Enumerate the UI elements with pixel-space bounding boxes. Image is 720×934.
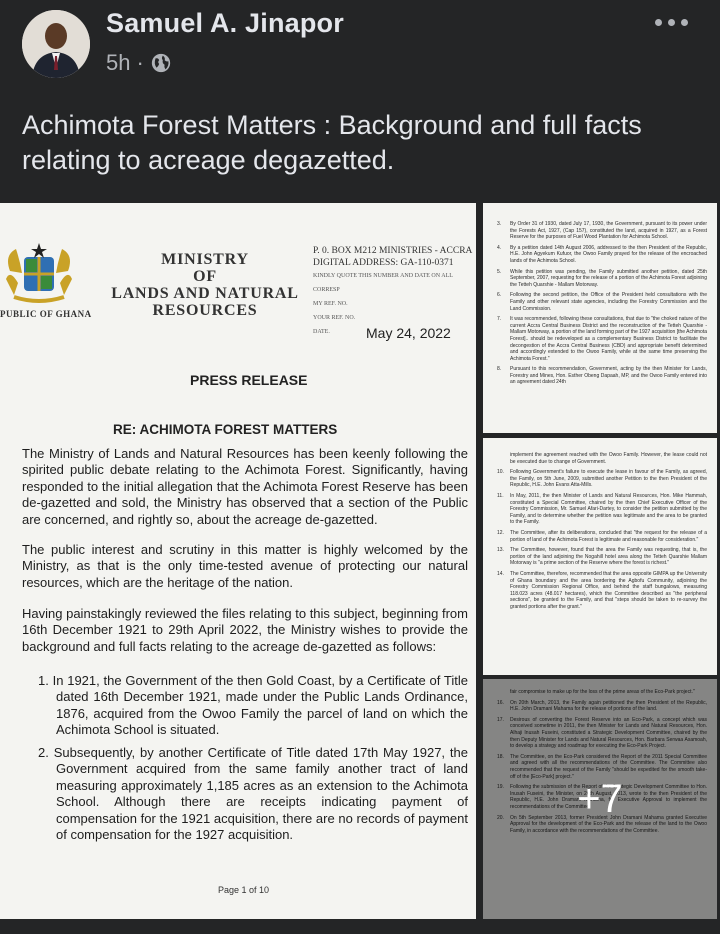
date-label: DATE.: [313, 329, 330, 335]
para-text: The Committee, on the Eco-Park considered the Report of the 2011 Special Committee and agreed with all the recommendations of the Committee. The Committee also recommended that the request of the Family "should be expedited for the smooth take-off of the [Eco-Park] project.": [510, 753, 707, 780]
para-number: 7.: [497, 316, 502, 323]
para-text: On 20th March, 2013, the Family again petitioned the then President of the Republic, H.E. John Dramani Mahama for the release of portions of the land.: [510, 699, 707, 713]
list-item: [497, 469, 707, 489]
para-number: 14.: [497, 570, 504, 577]
post-header: [0, 0, 720, 100]
side-page-text: [497, 221, 707, 390]
author-avatar[interactable]: [22, 10, 90, 78]
para-text: By a petition dated 14th August 2006, addressed to the then President of the Republic, H.E. John Agyekum Kufuor, the Owoo Family prayed for the release of the encroached lands of the Achimota School.: [510, 244, 707, 264]
subject-line: RE: ACHIMOTA FOREST MATTERS: [113, 422, 338, 437]
ministry-name: [110, 251, 300, 319]
para-number: 13.: [497, 547, 504, 554]
list-item: [497, 493, 707, 526]
author-name[interactable]: Samuel A. Jinapor: [106, 8, 344, 38]
release-date: May 24, 2022: [366, 325, 451, 341]
para-text: Desirous of converting the Forest Reserve into an Eco-Park, a concept which was conceived sometime in 2011, the then Minister for Lands and Natural Resources, Hon. Alhaji Inusah Fuseini, constituted a Strategic Development Committee, chaired by the then Deputy Minister for Lands and Natural Resources, Hon. Barbara Serwaa Asamoah, to develop a strategy and roadmap for executing the Eco-Park Project.: [510, 716, 707, 750]
para-number: 16.: [497, 699, 504, 706]
ghana-coat-of-arms-icon: [0, 239, 78, 309]
side-page-text: [497, 452, 707, 614]
para-text: fair compromise to make up for the loss of the prime areas of the Eco-Park project.": [510, 689, 695, 695]
list-item-1927: 2. Subsequently, by another Certificate of Title dated 17th May 1927, the Government acquired from the same family another tract of land measuring approximately 1,185 acres as an extension to the Achimota School. Although there are receipts indicating payment of compensation for the 1921 acquisition, there are no records of payment of compensation for the 1927 acquisition.: [38, 745, 468, 843]
para-number: [497, 452, 505, 465]
photo-press-release-page-4[interactable]: [483, 679, 717, 919]
photo-press-release-page-1[interactable]: [0, 203, 476, 919]
list-item: [497, 269, 707, 289]
list-item-1921: 1. In 1921, the Government of the then Gold Coast, by a Certificate of Title dated 16th December 1921, made under the Public Lands Ordinance, 1876, acquired from the Owoo Family the parcel of land on which the Achimota School is situated.: [38, 673, 468, 738]
post-caption: Achimota Forest Matters : Background and full facts relating to acreage degazetted.: [22, 110, 642, 175]
avatar-portrait-icon: [22, 10, 90, 78]
republic-label: PUBLIC OF GHANA: [0, 309, 92, 319]
para-text: Pursuant to this recommendation, Government, acting by the then Minister for Lands, Forestry and Mines, Hon. Esther Obeng Dapaah, MP, and the Owoo Family entered into an agreement dated 24th: [510, 366, 707, 386]
photo-gallery: [0, 200, 720, 934]
list-item: [497, 452, 707, 465]
more-options-icon[interactable]: [655, 12, 695, 32]
para-text: While this petition was pending, the Family submitted another petition, dated 25th September, 2007, requesting for the release of a portion of the Achimota Forest adjoining the Tetteh Quarshie - Mallam Motorway.: [510, 268, 707, 288]
para-text: Following Government's failure to execute the lease in favour of the Family, as agreed, the Family, on 5th June, 2009, submitted another Petition to the then President of the Republic, H.E. John Evans Atta-Mills.: [510, 469, 707, 489]
more-photos-overlay[interactable]: [483, 679, 717, 919]
dot: [655, 19, 662, 26]
globe-icon[interactable]: [150, 52, 172, 74]
page-number: Page 1 of 10: [218, 885, 270, 895]
list-item: [497, 530, 707, 543]
ministry-line: LANDS AND NATURAL: [111, 285, 299, 302]
para-number: 3.: [497, 221, 502, 227]
para-text: On 5th September 2013, former President John Dramani Mahama granted Executive Approval for the development of the Eco-Park and the release of the land to the Owoo Family, in accordance with the recommendations of the Committee.: [510, 814, 707, 834]
meta-separator: ·: [136, 50, 144, 75]
photo-press-release-page-3[interactable]: [483, 438, 717, 675]
para-number: 11.: [497, 492, 504, 499]
para-number: 4.: [497, 244, 502, 251]
list-item: [497, 316, 707, 362]
list-item: [497, 547, 707, 567]
address-line: DIGITAL ADDRESS: GA-110-0371: [313, 258, 454, 268]
list-item: [497, 292, 707, 312]
post-meta: [106, 50, 172, 76]
list-item: [497, 245, 707, 265]
dot: [668, 19, 675, 26]
more-photos-count: +7: [577, 776, 623, 821]
para-number: 8.: [497, 366, 502, 373]
list-item: [497, 221, 707, 241]
para-number: 6.: [497, 292, 502, 299]
post-time[interactable]: 5h: [106, 50, 131, 75]
para-text: In May, 2011, the then Minister of Lands and Natural Resources, Hon. Mike Hammah, constituted a Special Committee, chaired by the then Chief Executive Officer of the Forestry Commission, Mr. Samuel Afari-Dartey, to consider the petition submitted by the Family, and to determine whether the petition was legitimate and the area to be granted to the Family.: [510, 492, 707, 526]
ministry-line: OF: [193, 268, 217, 285]
para-text: Following the second petition, the Office of the President held consultations with the Family and other relevant state agencies, including the Forestry Commission and the Land Commission.: [510, 292, 707, 312]
dot: [681, 19, 688, 26]
para-number: 12.: [497, 529, 504, 536]
press-release-heading: PRESS RELEASE: [190, 372, 308, 388]
ministry-line: MINISTRY: [161, 251, 249, 268]
para-number: 18.: [497, 753, 504, 760]
paragraph-public-interest: The public interest and scrutiny in this matter is highly welcomed by the Ministry, as that is the only time-tested avenue of protecting our natural resources, which are the heritage of the nation.: [22, 542, 468, 590]
para-text: The Committee, after its deliberations, concluded that "the request for the release of a portion of land of the Achimota Forest is legitimate and reasonable for consideration.": [510, 529, 707, 543]
para-number: 5.: [497, 268, 502, 275]
address-note: KINDLY QUOTE THIS NUMBER AND DATE ON ALL CORRESP: [313, 273, 453, 293]
paragraph-review: Having painstakingly reviewed the files relating to this subject, beginning from 16th December 1921 to 29th April 2022, the Ministry wishes to provide the background and full facts relating to the acreage de-gazetted as follows:: [22, 606, 468, 654]
my-ref-label: MY REF. NO.: [313, 301, 348, 307]
para-text: Following the submission of the Report of the Strategic Development Committee to Hon. Inusah Fuseini, the Minister, on 20th August, 2013, wrote to the then President of the Republic, H.E. John Dramani Mahama, for Executive Approval to implement the recommendations of the Committee.: [510, 784, 707, 810]
para-text: The Committee, therefore, recommended that the area opposite GIMPA up the University of Ghana boundary and the area bordering the Agbofu Community, adjoining the Forestry Commission Regional Office, and behind the staff bungalows, measuring 118.023 acres (48.017 hectares), which the Committee described as "the peripheral sections", be granted to the Family, and that "steps should be taken to re-survey the granted portions after the grant.": [510, 570, 707, 610]
address-line: P. 0. BOX M212 MINISTRIES - ACCRA: [313, 246, 473, 256]
list-item: [497, 366, 707, 386]
para-number: 20.: [497, 814, 504, 821]
para-number: 10.: [497, 469, 504, 476]
para-text: implement the agreement reached with the Owoo Family. However, the lease could not be executed due to change of Government.: [510, 452, 707, 465]
your-ref-label: YOUR REF. NO.: [313, 315, 356, 321]
paragraph-intro: The Ministry of Lands and Natural Resources has been keenly following the spirited public debate relating to the Achimota Forest. Significantly, having responded to the initial allegation that the Achimota Forest Reserve has been de-gazetted and sold, the Ministry has observed that a section of the Public are concerned, and rightly so, about the acreage de-gazetted.: [22, 446, 468, 527]
para-number: 17.: [497, 716, 504, 723]
photo-press-release-page-2[interactable]: [483, 203, 717, 433]
para-text: It was recommended, following these consultations, that due to "the choked nature of the current Accra Central Business District and the reconstruction of the Tetteh Quarshie - Mallam Motorway, a portion of the land forming part of the 1927 acquisition [the Achimota Forest].. should be redeveloped as a complementary Business District to facilitate the decongestion of the Accra Central Business (CBD) and appropriate benefit determined and accordingly extended to the Owoo Family, while at the same time preserving the Achimota Forest.": [510, 316, 707, 362]
ministry-line: RESOURCES: [152, 302, 258, 319]
para-text: The Committee, however, found that the area the Family was requesting, that is, the portion of the land adjoining the Nogahill hotel area along the Tetteh Quarshie Mallam Motorway is "a prime section of the Reserve where the forest is richest.": [510, 547, 707, 567]
para-text: By Order 31 of 1930, dated July 17, 1930, the Government, pursuant to its power under the Forests Act, 1927, (Cap 157), constituted the land, acquired in 1927, as a Forest Reserve for the purposes of Fuel Wood Plantation for Achimota School.: [510, 221, 707, 241]
list-item: [497, 571, 707, 611]
para-number: 19.: [497, 784, 504, 791]
